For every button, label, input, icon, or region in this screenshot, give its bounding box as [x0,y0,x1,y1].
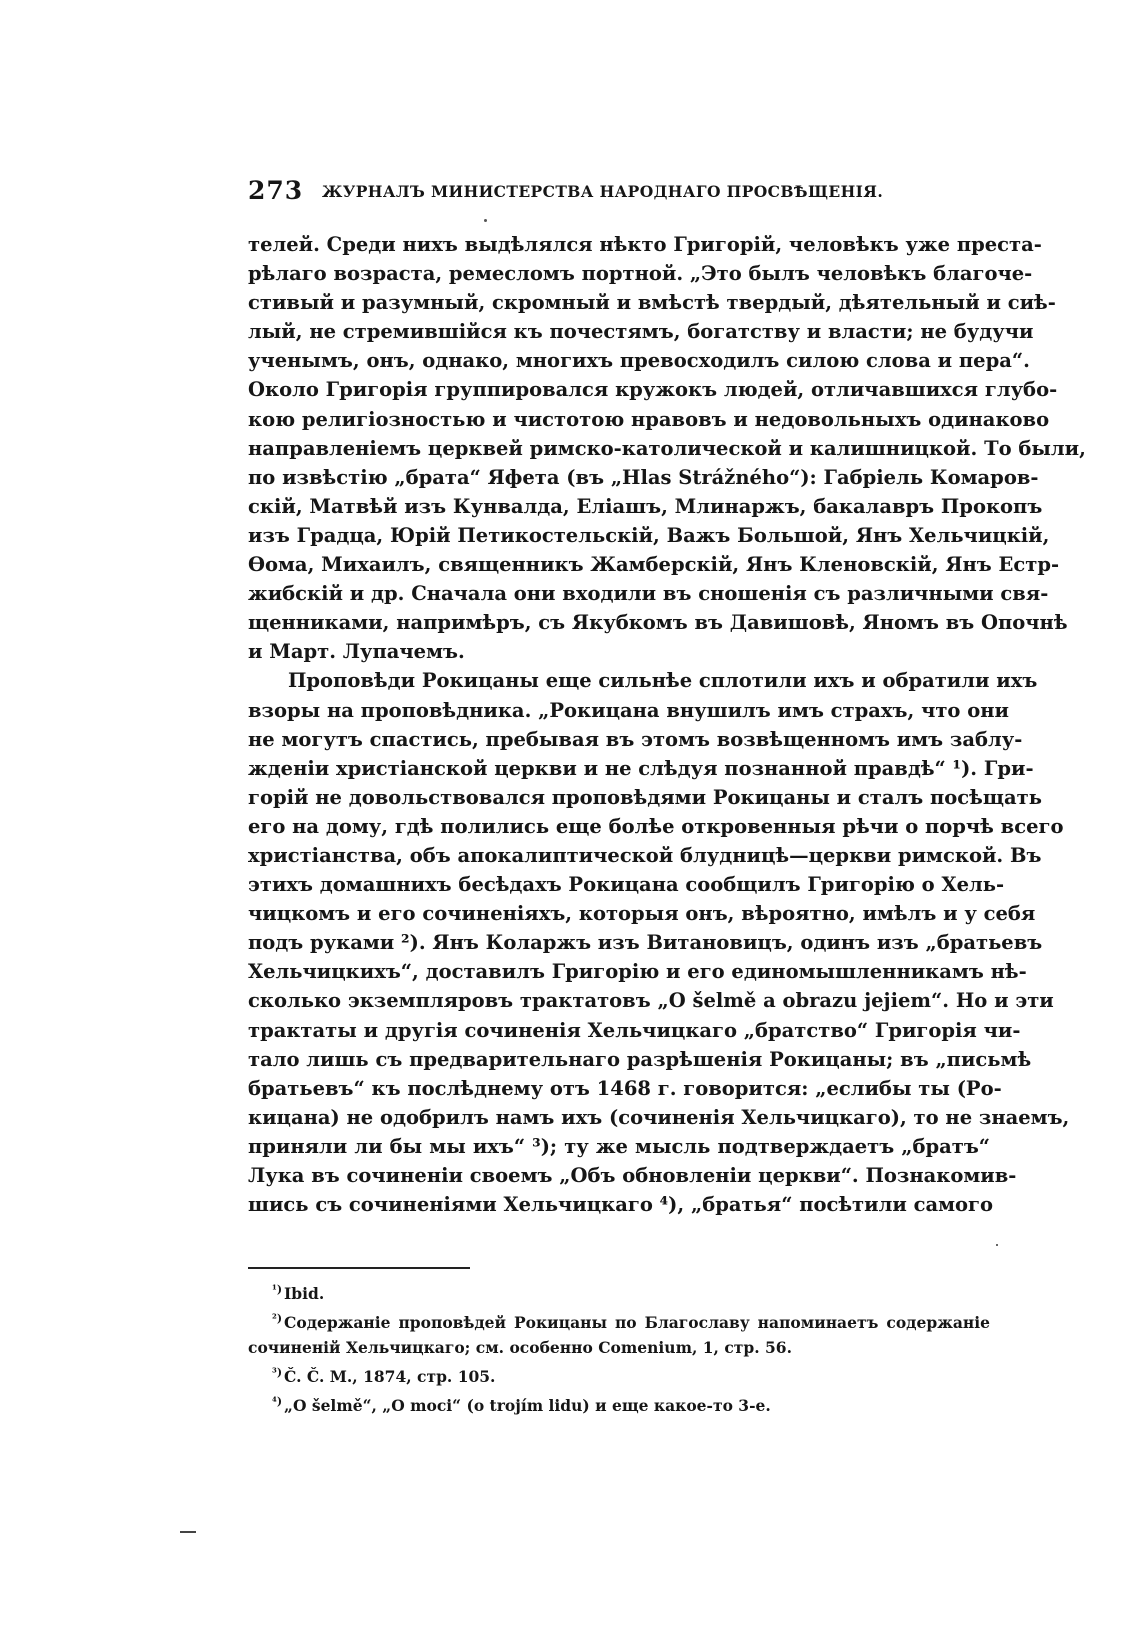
paragraph-1 [248,230,1086,666]
text-line: стивый и разумный, скромный и вмѣстѣ твердый, дѣятельный и сиѣ- [248,291,1056,315]
text-line: не могутъ спастись, пребывая въ этомъ возвѣщенномъ имъ заблу- [248,727,1023,751]
text-line: щенниками, напримѣръ, съ Якубкомъ въ Давишовѣ, Яномъ въ Опочнѣ [248,611,1068,635]
footnote-marker: ³) [272,1366,283,1380]
text-line: рѣлаго возраста, ремесломъ портной. „Это былъ человѣкъ благоче- [248,262,1033,286]
text-line: Проповѣди Рокицаны еще сильнѣе сплотили ихъ и обратили ихъ [288,669,1038,693]
main-text [248,230,1086,1219]
footnotes [248,1277,990,1419]
text-line: приняли ли бы мы ихъ“ ³); ту же мысль подтверждаетъ „братъ“ [248,1134,990,1158]
running-title: ЖУРНАЛЪ МИНИСТЕРСТВА НАРОДНАГО ПРОСВѢЩЕНІЯ. [322,182,884,201]
text-line: шись съ сочиненіями Хельчицкаго ⁴), „братья“ посѣтили самого [248,1193,994,1217]
text-line: скій, Матвѣй изъ Кунвалда, Еліашъ, Млинаржъ, бакалавръ Прокопъ [248,494,1043,518]
footnote [248,1277,990,1306]
text-line: ученымъ, онъ, однако, многихъ превосходилъ силою слова и пера“. [248,349,1030,373]
text-line: Ѳома, Михаилъ, священникъ Жамберскій, Янъ Кленовскій, Янъ Естр- [248,553,1060,577]
text-line: чицкомъ и его сочиненіяхъ, которыя онъ, вѣроятно, имѣлъ и у себя [248,902,1036,926]
footnote-marker: ¹) [272,1283,283,1296]
footnote-marker: ²) [272,1312,283,1326]
page-number: 273 [248,176,304,205]
print-speck [996,1244,998,1246]
footnote-text: Ibid. [284,1284,325,1304]
print-speck [484,219,487,222]
text-line: этихъ домашнихъ бесѣдахъ Рокицана сообщилъ Григорію о Хель- [248,873,1005,897]
footnote [248,1335,990,1360]
text-line: жибскій и др. Сначала они входили въ сношенія съ различными свя- [248,582,1049,606]
text-line: сколько экземпляровъ трактатовъ „O šelmě a obrazu jejiem“. Но и эти [248,989,1054,1013]
footnote-text: Č. Č. M., 1874, стр. 105. [284,1367,496,1387]
footnote-text: „O šelmě“, „O moci“ (o trojím lidu) и еще какое-то 3-е. [284,1396,771,1416]
text-line: тало лишь съ предварительнаго разрѣшенія Рокицаны; въ „письмѣ [248,1047,1032,1071]
text-line: подъ руками ²). Янъ Коларжъ изъ Витановицъ, одинъ изъ „братьевъ [248,931,1043,955]
text-line: телей. Среди нихъ выдѣлялся нѣкто Григорій, человѣкъ уже преста- [248,233,1042,256]
text-line: христіанства, объ апокалиптической блудницѣ—церкви римской. Въ [248,843,1042,867]
page-header [248,176,1008,212]
text-line: трактаты и другія сочиненія Хельчицкаго „братство“ Григорія чи- [248,1018,1021,1042]
text-line: горій не довольствовался проповѣдями Рокицаны и сталъ посѣщать [248,785,1042,809]
text-line: взоры на проповѣдника. „Рокицана внушилъ имъ страхъ, что они [248,698,1009,722]
paragraph-2 [248,666,1070,1219]
text-line: направленіемъ церквей римско-католической и калишницкой. То были, [248,436,1086,460]
text-line: жденіи христіанской церкви и не слѣдуя познанной правдѣ“ ¹). Гри- [248,756,1034,780]
text-line: лый, не стремившійся къ почестямъ, богатству и власти; не будучи [248,320,1034,344]
footnote [248,1360,990,1389]
text-line: братьевъ“ къ послѣднему отъ 1468 г. говорится: „еслибы ты (Ро- [248,1076,1002,1100]
text-line: изъ Градца, Юрій Петикостельскій, Важъ Большой, Янъ Хельчицкій, [248,523,1050,547]
footnote-text: Содержаніе проповѣдей Рокицаны по Благославу напоминаетъ содержаніе [284,1313,990,1333]
text-line: кицана) не одобрилъ намъ ихъ (сочиненія Хельчицкаго), то не знаемъ, [248,1105,1070,1129]
text-line: кою религіозностью и чистотою нравовъ и недовольныхъ одинаково [248,407,1050,431]
text-line: Лука въ сочиненіи своемъ „Объ обновленіи церкви“. Познакомив- [248,1164,1017,1187]
text-line: Хельчицкихъ“, доставилъ Григорію и его единомышленникамъ нѣ- [248,960,1027,984]
text-line: и Март. Лупачемъ. [248,640,465,664]
footnote-text: сочиненій Хельчицкаго; см. особенно Comenium, 1, стр. 56. [248,1338,792,1358]
footnote-rule [248,1267,470,1269]
text-line: Около Григорія группировался кружокъ людей, отличавшихся глубо- [248,378,1058,402]
text-line: его на дому, гдѣ полились еще болѣе откровенныя рѣчи о порчѣ всего [248,814,1064,838]
footnote-marker: ⁴) [272,1395,283,1409]
margin-mark [180,1531,196,1533]
footnote [248,1306,990,1335]
text-line: по извѣстію „брата“ Яфета (въ „Hlas Strážného“): Габріель Комаров- [248,465,1039,489]
footnote [248,1389,990,1418]
